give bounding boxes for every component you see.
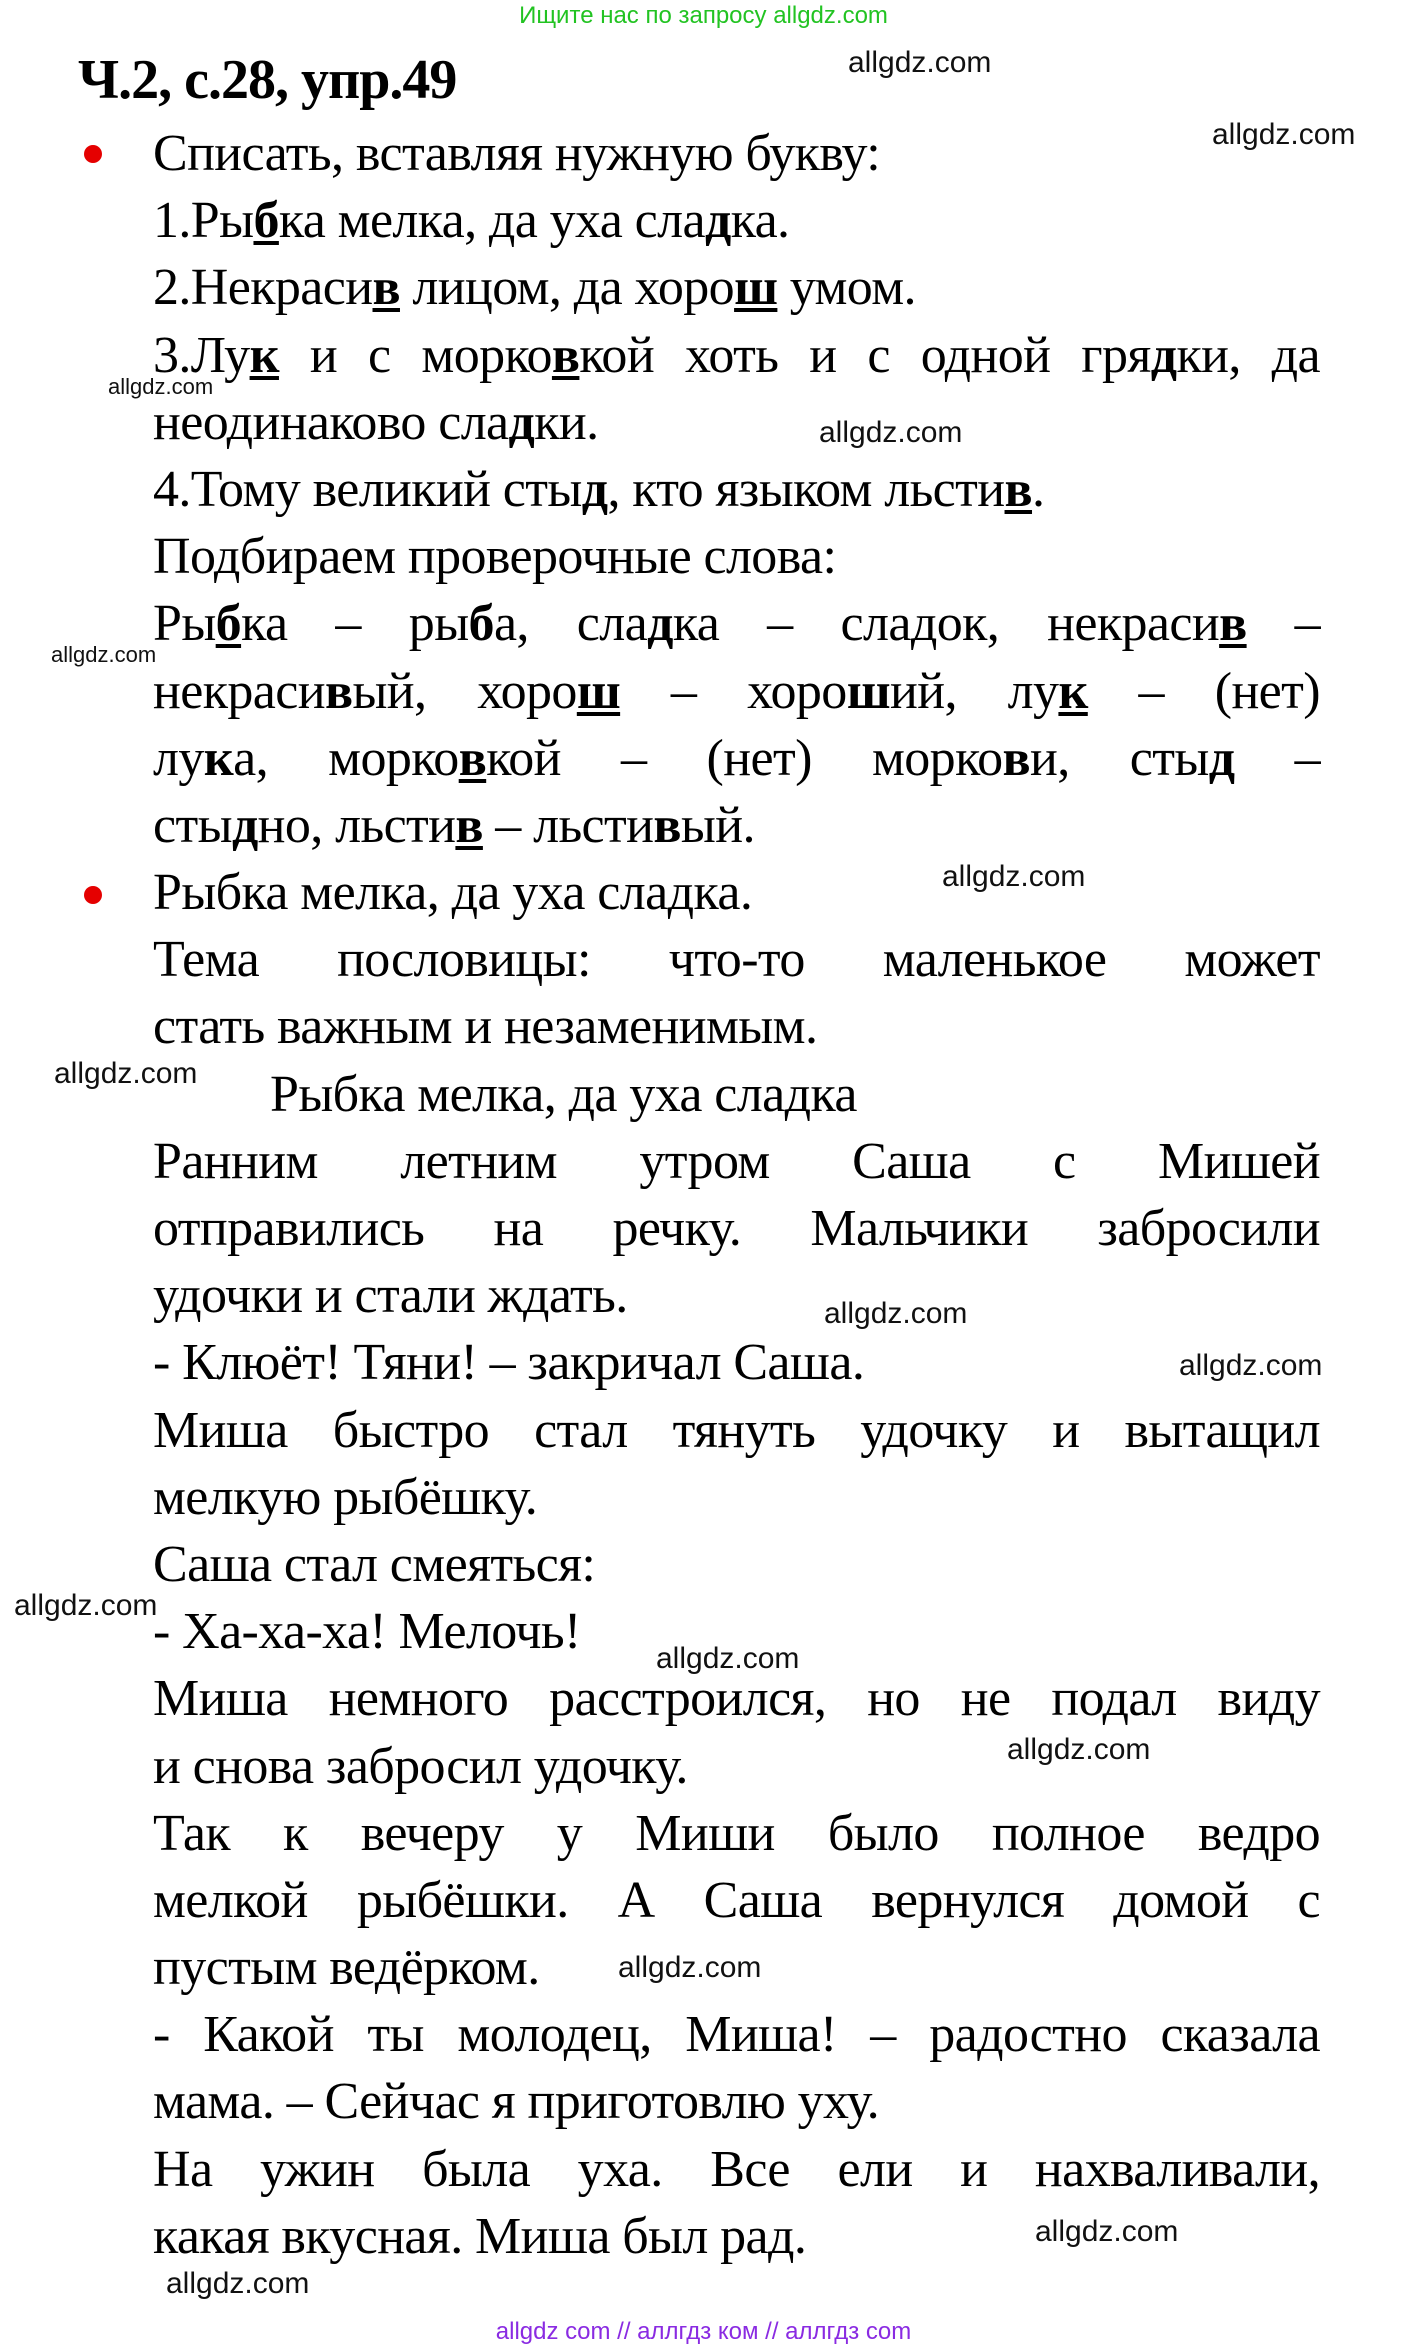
text-line [153,792,1320,859]
text-segment: 1.Ры [153,192,254,250]
watermark: allgdz.com [1007,1733,1151,1766]
inserted-letter: к [1058,662,1088,720]
text-line [153,1800,1320,1867]
text-segment: и, сты [1029,729,1209,787]
text-segment: Миша быстро стал тянуть удочку и вытащил [153,1401,1320,1459]
text-line [153,389,1320,456]
text-segment: Рыбка мелка, да уха сладка [270,1065,857,1123]
inserted-letter: в [458,729,487,787]
text-segment: – (нет) [1087,662,1320,720]
text-segment: Ры [153,595,216,653]
watermark: allgdz.com [54,1057,198,1090]
text-segment: Так к вечеру у Миши было полное ведро [153,1804,1320,1862]
text-segment: ки, да [1176,326,1321,384]
text-line [153,2068,1320,2135]
text-segment: 2.Некраси [153,259,373,317]
text-segment: ка мелка, да уха сла [278,192,705,250]
text-segment: неодинаково сла [153,393,509,451]
text-segment: ий, лу [890,662,1059,720]
text-line [153,254,1320,321]
text-segment: кой хоть и с одной гря [579,326,1151,384]
text-segment: лицом, да хоро [399,259,735,317]
text-line [153,1262,1320,1329]
inserted-letter: в [455,796,483,854]
text-segment: Миша немного расстроился, но не подал виду [153,1670,1320,1728]
text-line [153,1867,1320,1934]
text-line [153,590,1320,657]
text-line [153,322,1320,389]
text-line [153,1061,1320,1128]
watermark: allgdz.com [824,1297,968,1330]
text-segment: ка. [730,192,790,250]
text-segment: отправились на речку. Мальчики забросили [153,1200,1320,1257]
check-letter: в [324,662,353,720]
text-segment: ка – ры [241,595,469,653]
bullet-icon [84,145,102,163]
text-segment: лу [153,729,204,787]
inserted-letter: в [1219,595,1247,653]
text-line [153,859,1320,926]
text-segment: и с морко [278,326,552,384]
inserted-letter: д [704,192,731,250]
check-letter: к [203,729,234,787]
text-segment: Саша стал смеяться: [153,1535,596,1593]
watermark: allgdz.com [51,642,157,667]
text-segment: некраси [153,662,325,720]
text-segment: мелкой рыбёшки. А Саша вернулся домой с [153,1871,1320,1929]
text-line [153,1397,1320,1464]
text-line [153,523,1320,590]
inserted-letter: б [215,595,242,653]
inserted-letter: д [1208,729,1235,787]
exercise-text [153,120,1323,2270]
inserted-letter: д [1150,326,1177,384]
watermark: allgdz.com [108,374,214,399]
text-segment: 3.Лу [153,326,250,384]
text-segment: . [1032,460,1045,518]
inserted-letter: ш [734,259,778,317]
bullet-icon [84,886,102,904]
text-segment: Подбираем проверочные слова: [153,528,837,586]
text-segment: кой – (нет) морко [486,729,1003,787]
text-segment: а, морко [233,729,459,787]
inserted-letter: д [647,595,673,653]
text-line [153,187,1320,254]
inserted-letter: ш [576,662,621,720]
inserted-letter: д [508,393,535,451]
text-segment: ка – сладок, некраси [672,595,1220,653]
text-segment: Тема пословицы: что-то маленькое может [153,931,1320,989]
text-line [153,1531,1320,1598]
text-segment: Списать, вставляя нужную букву: [153,125,881,182]
text-line [153,658,1320,725]
watermark: allgdz.com [1035,2215,1179,2248]
text-line [153,2136,1320,2203]
text-segment: – [1234,729,1320,787]
inserted-letter: в [551,326,580,384]
inserted-letter: б [253,192,279,250]
text-segment: Рыбка мелка, да уха сладка. [153,864,753,922]
watermark: allgdz.com [1212,118,1356,151]
watermark: allgdz.com [819,416,963,449]
text-line [153,725,1320,792]
watermark: allgdz.com [166,2267,310,2300]
text-line [153,1128,1320,1195]
text-segment: а, сла [493,595,648,653]
watermark: allgdz.com [848,46,992,79]
text-segment: умом. [777,259,916,317]
text-segment: стать важным и незаменимым. [153,998,818,1056]
text-segment: - Какой ты молодец, Миша! – радостно сказала [153,2006,1320,2064]
watermark: allgdz.com [1179,1349,1323,1382]
text-line [153,456,1320,523]
text-line [153,1329,1323,1396]
text-segment: - Ха-ха-ха! Мелочь! [153,1603,581,1661]
text-line [153,2001,1320,2068]
footer-watermark: allgdz com // аллгдз ком // аллгдз com [495,2318,912,2345]
search-banner: Ищите нас по запросу allgdz.com [519,2,888,29]
inserted-letter: в [372,259,400,317]
watermark: allgdz.com [14,1589,158,1622]
watermark: allgdz.com [942,860,1086,893]
check-letter: д [231,796,258,854]
check-letter: в [1002,729,1030,787]
text-segment: 4.Тому великий сты [153,460,582,518]
text-segment: - Клюёт! Тяни! – закричал Саша. [153,1334,865,1392]
text-segment: На ужин была уха. Все ели и нахваливали, [153,2140,1320,2198]
watermark: allgdz.com [618,1951,762,1984]
text-segment: но, льсти [257,796,456,854]
text-line [153,120,1320,187]
text-segment: и снова забросил удочку. [153,1737,688,1795]
text-segment: ки. [534,393,599,451]
text-segment: мама. – Сейчас я приготовлю уху. [153,2073,880,2131]
text-segment: – хоро [620,662,847,720]
text-segment: Ранним летним утром Саша с Мишей [153,1132,1320,1190]
text-line [153,1195,1320,1262]
check-letter: б [468,595,494,653]
text-segment: ый, хоро [352,662,577,720]
text-segment: – [1246,595,1320,653]
text-segment: сты [153,796,232,854]
inserted-letter: в [1004,460,1033,518]
text-segment: мелкую рыбёшку. [153,1468,538,1526]
text-segment: – льсти [482,796,654,854]
text-segment: удочки и стали ждать. [153,1267,628,1325]
text-segment: ый. [680,796,755,854]
watermark: allgdz.com [656,1642,800,1675]
check-letter: в [653,796,681,854]
text-segment: пустым ведёрком. [153,1939,540,1997]
inserted-letter: к [249,326,279,384]
check-letter: ш [846,662,891,720]
text-segment: какая вкусная. Миша был рад. [153,2207,807,2265]
inserted-letter: д [581,460,608,518]
text-line [153,1464,1320,1531]
text-line [153,993,1320,1060]
text-line [153,926,1320,993]
page-title: Ч.2, с.28, упр.49 [78,49,457,111]
text-segment: , кто языком льсти [607,460,1005,518]
